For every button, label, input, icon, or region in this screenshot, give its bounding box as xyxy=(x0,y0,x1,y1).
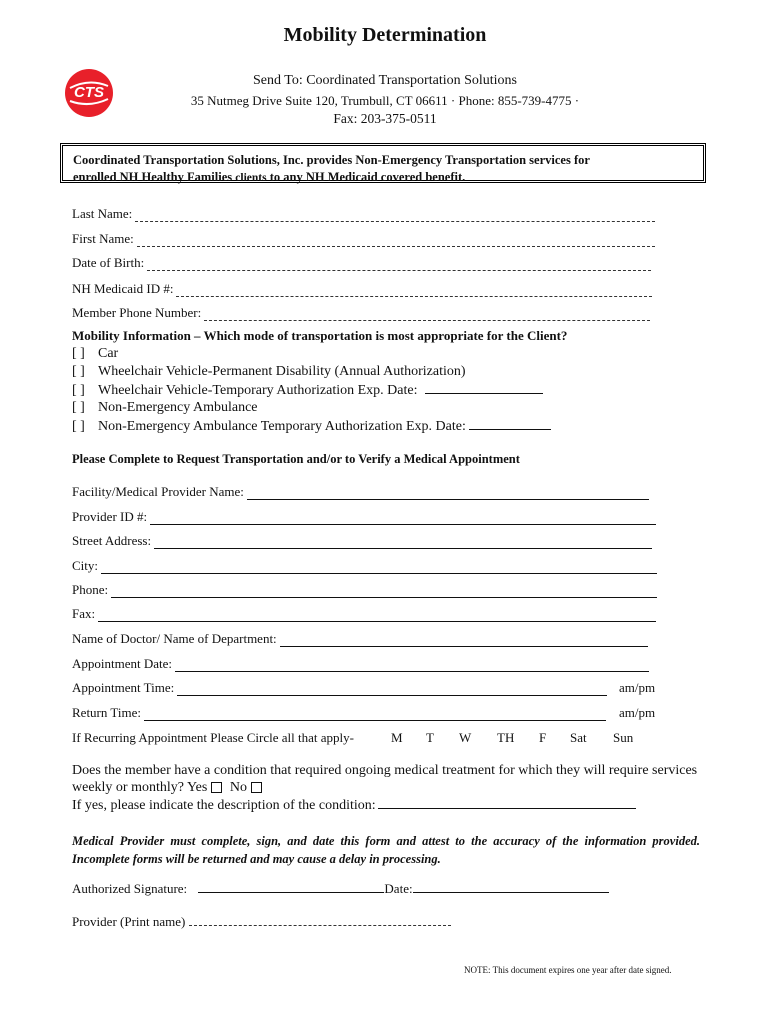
provider-id-row xyxy=(72,509,656,525)
option-ambulance[interactable] xyxy=(72,399,258,417)
provider-print-label: Provider (Print name) xyxy=(72,914,186,929)
checkbox-bracket[interactable]: [ ] xyxy=(72,400,85,415)
street-field[interactable] xyxy=(154,536,652,549)
option-label: Non-Emergency Ambulance xyxy=(98,400,258,415)
option-wheelchair-permanent[interactable] xyxy=(72,363,466,381)
last-name-field[interactable] xyxy=(135,209,655,222)
street-row xyxy=(72,533,652,549)
condition-question: Does the member have a condition that required ongoing medical treatment for which they will require services weekly or monthly? xyxy=(72,763,698,795)
first-name-field[interactable] xyxy=(137,234,655,247)
signature-row xyxy=(72,880,609,897)
city-field[interactable] xyxy=(101,561,657,574)
fax-line: Fax: 203-375-0511 xyxy=(333,111,437,126)
appt-time-label: Appointment Time: xyxy=(72,680,175,695)
yes-label: Yes xyxy=(186,780,208,795)
notice-line-2: enrolled NH Healthy Families clients to any NH Medicaid covered benefit. xyxy=(73,170,466,184)
day-th[interactable]: TH xyxy=(497,730,515,745)
day-w[interactable]: W xyxy=(459,730,472,745)
condition-description-field[interactable] xyxy=(378,796,636,809)
option-wheelchair-temporary[interactable] xyxy=(72,381,543,400)
member-phone-label: Member Phone Number: xyxy=(72,305,202,320)
last-name-label: Last Name: xyxy=(72,206,133,221)
fax-row xyxy=(72,606,656,622)
expiry-note: NOTE: This document expires one year after date signed. xyxy=(464,965,672,975)
phone-label: Phone: xyxy=(72,582,109,597)
phone-field[interactable] xyxy=(111,585,657,598)
option-label: Wheelchair Vehicle-Permanent Disability (Annual Authorization) xyxy=(98,364,466,379)
return-time-field[interactable] xyxy=(144,708,606,721)
notice-line-1: Coordinated Transportation Solutions, Inc. provides Non-Emergency Transportation services for xyxy=(73,153,590,167)
appt-time-field[interactable] xyxy=(177,683,607,696)
checkbox-bracket[interactable]: [ ] xyxy=(72,419,85,434)
address-line: 35 Nutmeg Drive Suite 120, Trumbull, CT 06611 · Phone: 855-739-4775 · xyxy=(190,93,580,108)
return-time-label: Return Time: xyxy=(72,705,141,720)
option-label: Non-Emergency Ambulance Temporary Authorization Exp. Date: xyxy=(98,419,466,434)
provider-print-row xyxy=(72,913,451,930)
day-sat[interactable]: Sat xyxy=(570,730,587,745)
street-label: Street Address: xyxy=(72,533,152,548)
option-label: Car xyxy=(98,346,119,361)
provider-id-label: Provider ID #: xyxy=(72,509,148,524)
checkbox-bracket[interactable]: [ ] xyxy=(72,383,85,398)
day-f[interactable]: F xyxy=(539,730,547,745)
doctor-label: Name of Doctor/ Name of Department: xyxy=(72,631,277,646)
facility-label: Facility/Medical Provider Name: xyxy=(72,484,244,499)
notice-box xyxy=(60,143,706,183)
facility-row xyxy=(72,484,649,500)
logo-text: CTS xyxy=(74,84,104,101)
return-time-row xyxy=(72,705,606,721)
facility-field[interactable] xyxy=(247,487,649,500)
wheelchair-exp-date-field[interactable] xyxy=(425,381,543,394)
member-phone-row xyxy=(72,305,650,321)
appt-date-label: Appointment Date: xyxy=(72,656,173,671)
mobility-heading: Mobility Information – Which mode of transportation is most appropriate for the Client? xyxy=(72,328,568,343)
appt-date-field[interactable] xyxy=(175,659,649,672)
appointment-heading: Please Complete to Request Transportation and/or to Verify a Medical Appointment xyxy=(72,452,520,466)
signature-field[interactable] xyxy=(198,880,384,893)
attest-statement: Medical Provider must complete, sign, and date this form and attest to the accuracy of the information provided. Incomplete forms will be returned and may cause a delay in processing. xyxy=(72,834,700,866)
option-ambulance-temporary[interactable] xyxy=(72,417,551,436)
signature-date-field[interactable] xyxy=(413,880,609,893)
checkbox-bracket[interactable]: [ ] xyxy=(72,364,85,379)
no-checkbox[interactable] xyxy=(251,782,262,793)
member-phone-field[interactable] xyxy=(204,308,650,321)
appt-date-row xyxy=(72,656,649,672)
dob-label: Date of Birth: xyxy=(72,255,145,270)
dob-row xyxy=(72,255,651,271)
provider-id-field[interactable] xyxy=(150,512,656,525)
ambulance-exp-date-field[interactable] xyxy=(469,417,551,430)
appt-time-row xyxy=(72,680,607,696)
condition-describe-label: If yes, please indicate the description of the condition: xyxy=(72,798,376,813)
medicaid-id-field[interactable] xyxy=(176,284,652,297)
medicaid-id-label: NH Medicaid ID #: xyxy=(72,281,174,296)
condition-block xyxy=(72,762,712,814)
provider-print-field[interactable] xyxy=(189,913,451,926)
no-label: No xyxy=(229,780,247,795)
dob-field[interactable] xyxy=(147,258,651,271)
fax-field[interactable] xyxy=(98,609,656,622)
page-title: Mobility Determination xyxy=(283,24,487,46)
city-label: City: xyxy=(72,558,99,573)
return-time-ampm: am/pm xyxy=(619,705,656,720)
day-sun[interactable]: Sun xyxy=(613,730,634,745)
option-car[interactable] xyxy=(72,345,118,363)
recurring-label: If Recurring Appointment Please Circle all that apply- xyxy=(72,730,354,745)
option-label: Wheelchair Vehicle-Temporary Authorization Exp. Date: xyxy=(98,383,418,398)
day-m[interactable]: M xyxy=(391,730,403,745)
medicaid-id-row xyxy=(72,281,652,297)
send-to-line: Send To: Coordinated Transportation Solutions xyxy=(253,73,517,88)
first-name-label: First Name: xyxy=(72,231,134,246)
date-label: Date: xyxy=(384,881,413,896)
doctor-row xyxy=(72,631,648,647)
first-name-row xyxy=(72,231,655,247)
appt-time-ampm: am/pm xyxy=(619,680,656,695)
last-name-row xyxy=(72,206,655,222)
city-row xyxy=(72,558,657,574)
day-t[interactable]: T xyxy=(426,730,434,745)
yes-checkbox[interactable] xyxy=(211,782,222,793)
authorized-signature-label: Authorized Signature: xyxy=(72,881,188,896)
doctor-field[interactable] xyxy=(280,634,648,647)
phone-row xyxy=(72,582,657,598)
checkbox-bracket[interactable]: [ ] xyxy=(72,346,85,361)
fax-label: Fax: xyxy=(72,606,96,621)
